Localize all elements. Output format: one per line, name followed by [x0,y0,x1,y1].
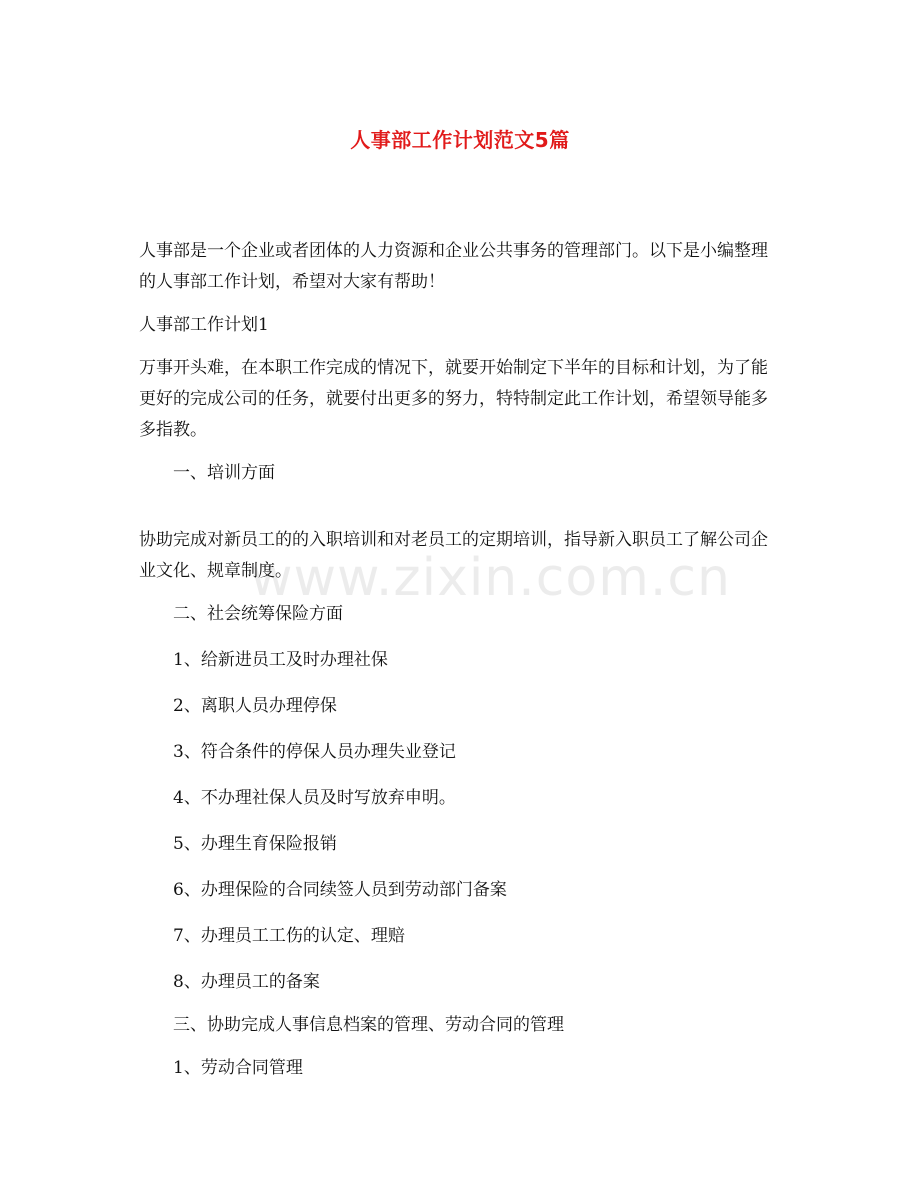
list-item: 8、办理员工的备案 [173,972,320,992]
list-item: 1、给新进员工及时办理社保 [173,650,388,670]
plan-intro-paragraph: 万事开头难，在本职工作完成的情况下，就要开始制定下半年的目标和计划，为了能更好的完成公司的任务，就要付出更多的努力，特特制定此工作计划，希望领导能多多指教。 [139,358,768,440]
list-item: 2、离职人员办理停保 [173,696,337,716]
list-item: 3、符合条件的停保人员办理失业登记 [173,742,456,762]
section-heading-training: 一、培训方面 [173,463,275,483]
section-heading-records: 三、协助完成人事信息档案的管理、劳动合同的管理 [173,1015,564,1035]
document-body [139,236,779,1084]
list-item: 1、劳动合同管理 [173,1058,303,1078]
list-item: 7、办理员工工伤的认定、理赔 [173,926,405,946]
document-title: 人事部工作计划范文5篇 [350,128,570,152]
watermark: www.zixin.com.cn [250,548,731,608]
list-item: 5、办理生育保险报销 [173,834,337,854]
section-training-text: 协助完成对新员工的的入职培训和对老员工的定期培训，指导新入职员工了解公司企业文化、规章制度。 [139,530,768,581]
section-heading-insurance: 二、社会统筹保险方面 [173,604,343,624]
list-item: 4、不办理社保人员及时写放弃申明。 [173,788,456,808]
list-item: 6、办理保险的合同续签人员到劳动部门备案 [173,880,507,900]
intro-paragraph: 人事部是一个企业或者团体的人力资源和企业公共事务的管理部门。以下是小编整理的人事部工作计划，希望对大家有帮助！ [139,241,768,292]
plan-heading: 人事部工作计划1 [139,315,269,335]
